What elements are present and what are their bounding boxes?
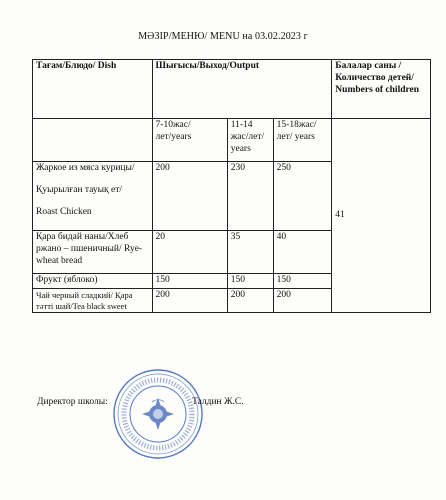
page-title: МӘЗІР/МЕНЮ/ MENU на 03.02.2023 г [138,31,308,42]
age-group-7-10: 7-10жас/лет/years [152,119,227,162]
age-group-row [33,119,431,162]
dish-cell: Чай черный сладкий/ Қара тәтті шай/Tea black sweet [33,288,153,312]
header-output: Шығысы/Выход/Output [152,60,332,119]
value-11-14: 200 [227,288,273,312]
value-15-18: 150 [273,274,332,289]
table-header-row [33,60,431,119]
director-name: Талдин Ж.С. [192,397,244,407]
value-15-18: 250 [273,162,332,231]
header-dish: Тағам/Блюдо/ Dish [33,60,153,119]
dish-name-en: Roast Chicken [36,206,92,217]
value-7-10: 200 [152,288,227,312]
value-7-10: 200 [152,162,227,231]
dish-cell: Фрукт (яблоко) [33,274,153,289]
value-7-10: 20 [152,231,227,274]
official-seal-icon [112,368,204,460]
dish-cell: Қара бидай наны/Хлеб ржано – пшеничный/ Rye-wheat bread [33,231,153,274]
children-count: 41 [332,119,431,313]
header-children: Балалар саны /Количество детей/ Numbers of children [332,60,431,119]
director-label: Директор школы: [37,397,108,407]
value-11-14: 35 [227,231,273,274]
dish-cell [33,162,153,231]
age-group-15-18: 15-18жас/лет/ years [273,119,332,162]
value-15-18: 200 [273,288,332,312]
dish-name-ru: Жаркое из мяса курицы/ [36,163,135,173]
empty-cell [33,119,153,162]
age-group-11-14: 11-14 жас/лет/ years [227,119,273,162]
dish-name-kz: Қуырылған тауық ет/ [36,184,123,195]
value-11-14: 230 [227,162,273,231]
value-11-14: 150 [227,274,273,289]
value-7-10: 150 [152,274,227,289]
menu-table [32,59,431,313]
value-15-18: 40 [273,231,332,274]
